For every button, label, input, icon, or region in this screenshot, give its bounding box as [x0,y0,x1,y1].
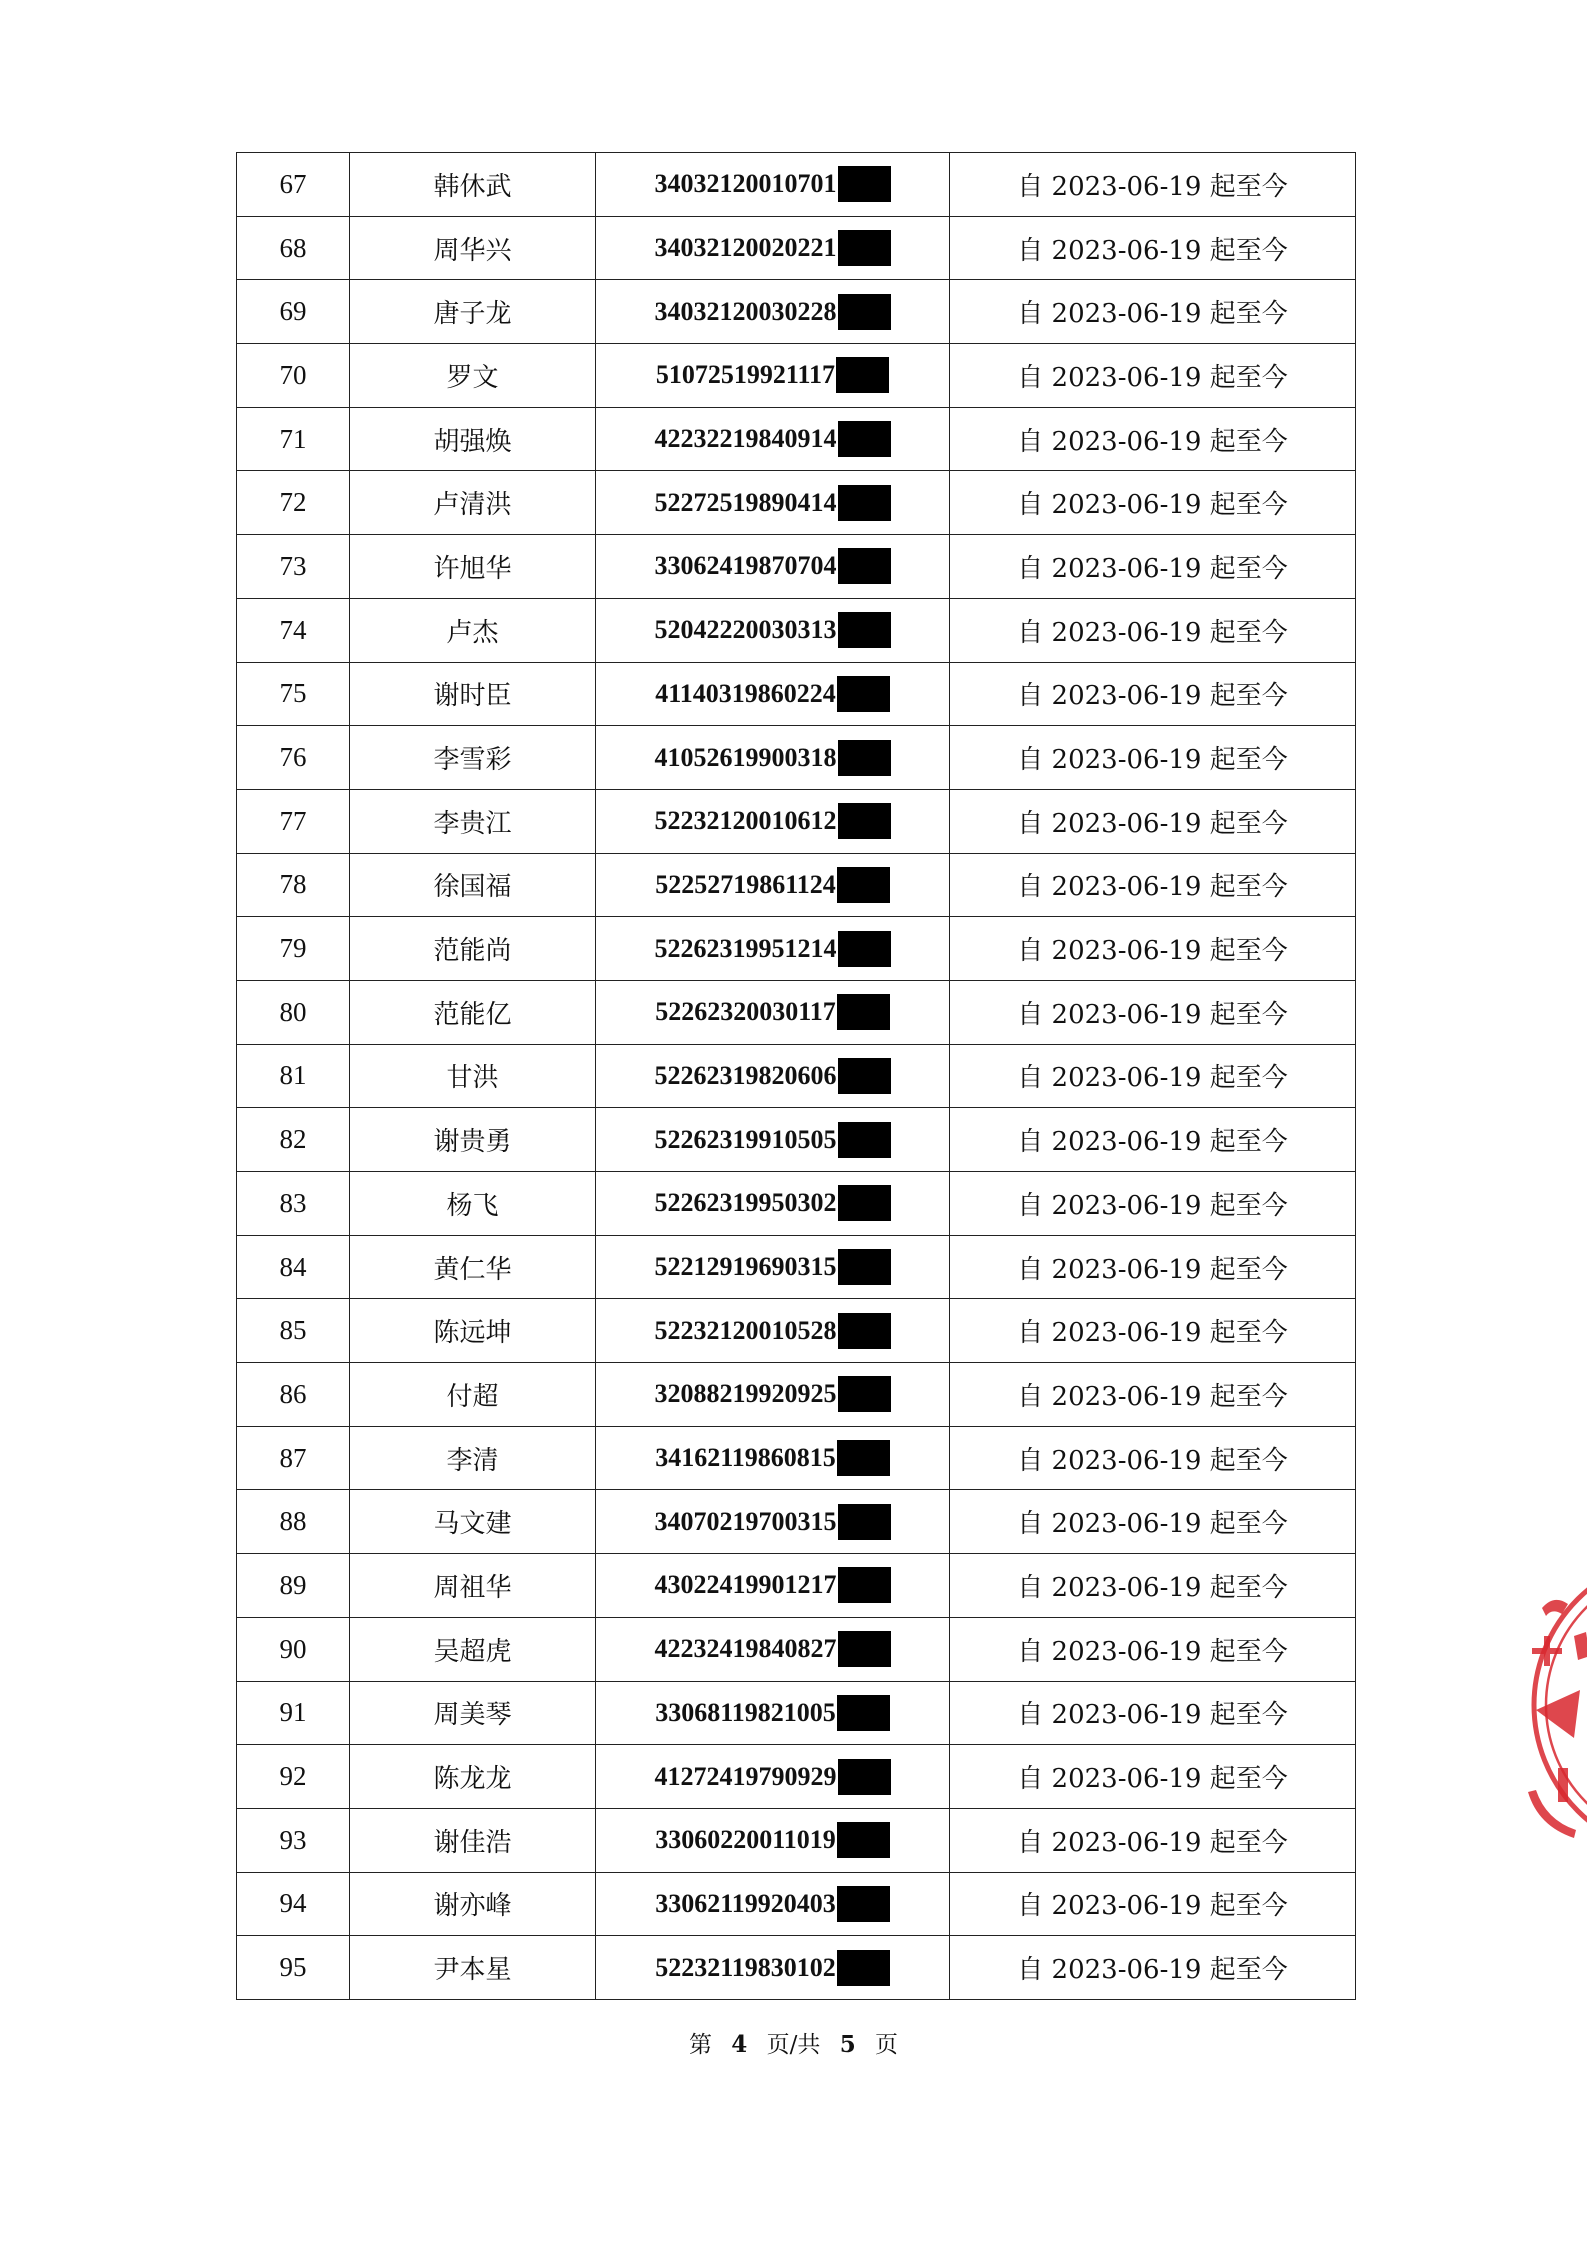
redaction-block [838,1185,891,1221]
table-row [237,853,1356,917]
effective-period: 自 2023-06-19 起至今 [950,280,1356,344]
id-number-cell [596,216,950,280]
redaction-block [838,612,891,648]
effective-period: 自 2023-06-19 起至今 [950,1808,1356,1872]
effective-period: 自 2023-06-19 起至今 [950,726,1356,790]
table-row [237,1363,1356,1427]
id-number-cell [596,1808,950,1872]
table-row [237,1426,1356,1490]
table-row [237,1681,1356,1745]
row-number: 71 [237,407,350,471]
id-number-visible: 52262319951214 [654,933,837,963]
row-number: 91 [237,1681,350,1745]
redaction-block [837,1886,890,1922]
redaction-block [838,1631,891,1667]
id-number-visible: 52232120010612 [654,806,837,836]
table-row [237,1299,1356,1363]
table-row [237,344,1356,408]
id-number-visible: 42232419840827 [654,1634,837,1664]
row-number: 92 [237,1745,350,1809]
table-row [237,1490,1356,1554]
table-row [237,726,1356,790]
table-row [237,1172,1356,1236]
id-number-cell [596,1490,950,1554]
row-number: 87 [237,1426,350,1490]
person-name: 吴超虎 [350,1617,596,1681]
person-name: 徐国福 [350,853,596,917]
person-name: 杨飞 [350,1172,596,1236]
footer-middle: 页/共 [766,2032,821,2058]
row-number: 74 [237,598,350,662]
effective-period: 自 2023-06-19 起至今 [950,471,1356,535]
row-number: 88 [237,1490,350,1554]
redaction-block [838,230,891,266]
effective-period: 自 2023-06-19 起至今 [950,1490,1356,1554]
table-body [237,153,1356,2000]
redaction-block [836,357,889,393]
redaction-block [837,867,890,903]
person-name: 胡强焕 [350,407,596,471]
effective-period: 自 2023-06-19 起至今 [950,1363,1356,1427]
person-name: 许旭华 [350,535,596,599]
table-row [237,1617,1356,1681]
row-number: 69 [237,280,350,344]
id-number-visible: 52252719861124 [655,869,836,899]
person-name: 范能尚 [350,917,596,981]
redaction-block [837,994,890,1030]
person-name: 尹本星 [350,1936,596,2000]
table-row [237,1872,1356,1936]
effective-period: 自 2023-06-19 起至今 [950,789,1356,853]
redaction-block [838,548,891,584]
redaction-block [838,1759,891,1795]
id-number-cell [596,471,950,535]
id-number-visible: 33068119821005 [655,1697,836,1727]
id-number-cell [596,1936,950,2000]
redaction-block [838,1376,891,1412]
id-number-visible: 52212919690315 [654,1252,837,1282]
effective-period: 自 2023-06-19 起至今 [950,1617,1356,1681]
redaction-block [837,1822,890,1858]
row-number: 79 [237,917,350,981]
person-name: 周华兴 [350,216,596,280]
id-number-visible: 42232219840914 [654,424,837,454]
person-name: 卢杰 [350,598,596,662]
row-number: 78 [237,853,350,917]
id-number-visible: 33062419870704 [654,551,837,581]
person-name: 谢佳浩 [350,1808,596,1872]
id-number-cell [596,344,950,408]
id-number-visible: 34032120030228 [654,296,837,326]
id-number-cell [596,535,950,599]
row-number: 76 [237,726,350,790]
id-number-cell [596,789,950,853]
row-number: 80 [237,980,350,1044]
row-number: 94 [237,1872,350,1936]
row-number: 89 [237,1554,350,1618]
id-number-visible: 52262319950302 [654,1188,837,1218]
redaction-block [837,1695,890,1731]
id-number-visible: 41140319860224 [655,678,836,708]
person-name: 周祖华 [350,1554,596,1618]
id-number-cell [596,1172,950,1236]
person-name: 周美琴 [350,1681,596,1745]
effective-period: 自 2023-06-19 起至今 [950,1235,1356,1299]
person-name: 唐子龙 [350,280,596,344]
redaction-block [838,166,891,202]
id-number-visible: 34032120020221 [654,233,837,263]
id-number-visible: 52232119830102 [655,1952,836,1982]
id-number-cell [596,1617,950,1681]
id-number-cell [596,1044,950,1108]
person-name: 韩休武 [350,153,596,217]
redaction-block [838,1504,891,1540]
row-number: 90 [237,1617,350,1681]
id-number-cell [596,1872,950,1936]
person-name: 谢亦峰 [350,1872,596,1936]
person-name: 陈远坤 [350,1299,596,1363]
id-number-visible: 52262319910505 [654,1124,837,1154]
redaction-block [838,1313,891,1349]
footer-total-pages: 5 [839,2031,856,2058]
row-number: 70 [237,344,350,408]
table-row [237,216,1356,280]
effective-period: 自 2023-06-19 起至今 [950,1299,1356,1363]
personnel-table [236,152,1356,2000]
id-number-visible: 34162119860815 [655,1443,836,1473]
redaction-block [838,1249,891,1285]
person-name: 甘洪 [350,1044,596,1108]
row-number: 84 [237,1235,350,1299]
id-number-visible: 52262319820606 [654,1060,837,1090]
table-row [237,1044,1356,1108]
table-row [237,407,1356,471]
effective-period: 自 2023-06-19 起至今 [950,1044,1356,1108]
id-number-cell [596,280,950,344]
table-row [237,1108,1356,1172]
effective-period: 自 2023-06-19 起至今 [950,917,1356,981]
footer-suffix: 页 [875,2032,899,2058]
id-number-visible: 43022419901217 [654,1570,837,1600]
redaction-block [838,485,891,521]
footer-current-page: 4 [731,2031,748,2058]
effective-period: 自 2023-06-19 起至今 [950,1172,1356,1236]
id-number-visible: 52262320030117 [655,997,836,1027]
person-name: 谢贵勇 [350,1108,596,1172]
effective-period: 自 2023-06-19 起至今 [950,980,1356,1044]
table-row [237,471,1356,535]
redaction-block [838,1122,891,1158]
id-number-visible: 33062119920403 [655,1888,836,1918]
table-row [237,662,1356,726]
id-number-cell [596,407,950,471]
id-number-cell [596,1235,950,1299]
id-number-visible: 34032120010701 [654,169,837,199]
official-seal-icon [1514,1540,1587,1870]
id-number-visible: 52232120010528 [654,1315,837,1345]
table-row [237,598,1356,662]
redaction-block [838,1058,891,1094]
id-number-visible: 52042220030313 [654,615,837,645]
row-number: 73 [237,535,350,599]
id-number-cell [596,726,950,790]
table-row [237,917,1356,981]
effective-period: 自 2023-06-19 起至今 [950,153,1356,217]
id-number-cell [596,853,950,917]
redaction-block [838,931,891,967]
id-number-visible: 41272419790929 [654,1761,837,1791]
person-name: 李雪彩 [350,726,596,790]
table-row [237,153,1356,217]
table-row [237,1745,1356,1809]
table-row [237,1936,1356,2000]
id-number-visible: 34070219700315 [654,1506,837,1536]
id-number-visible: 32088219920925 [654,1379,837,1409]
table-row [237,980,1356,1044]
redaction-block [837,676,890,712]
effective-period: 自 2023-06-19 起至今 [950,1426,1356,1490]
footer-prefix: 第 [688,2032,712,2058]
row-number: 68 [237,216,350,280]
row-number: 93 [237,1808,350,1872]
id-number-visible: 33060220011019 [655,1825,836,1855]
effective-period: 自 2023-06-19 起至今 [950,1745,1356,1809]
row-number: 82 [237,1108,350,1172]
id-number-cell [596,1108,950,1172]
effective-period: 自 2023-06-19 起至今 [950,1681,1356,1745]
table-row [237,1235,1356,1299]
id-number-cell [596,980,950,1044]
id-number-cell [596,1426,950,1490]
id-number-visible: 41052619900318 [654,742,837,772]
row-number: 86 [237,1363,350,1427]
redaction-block [838,421,891,457]
row-number: 81 [237,1044,350,1108]
row-number: 75 [237,662,350,726]
redaction-block [838,1567,891,1603]
row-number: 67 [237,153,350,217]
table-row [237,1554,1356,1618]
person-name: 黄仁华 [350,1235,596,1299]
effective-period: 自 2023-06-19 起至今 [950,407,1356,471]
effective-period: 自 2023-06-19 起至今 [950,1108,1356,1172]
id-number-cell [596,1299,950,1363]
person-name: 卢清洪 [350,471,596,535]
row-number: 77 [237,789,350,853]
effective-period: 自 2023-06-19 起至今 [950,216,1356,280]
row-number: 85 [237,1299,350,1363]
redaction-block [837,1950,890,1986]
effective-period: 自 2023-06-19 起至今 [950,598,1356,662]
id-number-cell [596,1554,950,1618]
effective-period: 自 2023-06-19 起至今 [950,344,1356,408]
effective-period: 自 2023-06-19 起至今 [950,1554,1356,1618]
effective-period: 自 2023-06-19 起至今 [950,853,1356,917]
effective-period: 自 2023-06-19 起至今 [950,1936,1356,2000]
row-number: 95 [237,1936,350,2000]
id-number-visible: 51072519921117 [655,360,836,390]
id-number-cell [596,598,950,662]
person-name: 范能亿 [350,980,596,1044]
id-number-cell [596,662,950,726]
id-number-cell [596,917,950,981]
person-name: 李贵江 [350,789,596,853]
table-row [237,280,1356,344]
page-footer [0,2026,1587,2059]
effective-period: 自 2023-06-19 起至今 [950,1872,1356,1936]
id-number-cell [596,153,950,217]
person-name: 谢时臣 [350,662,596,726]
table-row [237,789,1356,853]
effective-period: 自 2023-06-19 起至今 [950,535,1356,599]
redaction-block [837,1440,890,1476]
person-name: 马文建 [350,1490,596,1554]
id-number-visible: 52272519890414 [654,487,837,517]
person-name: 陈龙龙 [350,1745,596,1809]
id-number-cell [596,1363,950,1427]
id-number-cell [596,1681,950,1745]
id-number-cell [596,1745,950,1809]
redaction-block [838,294,891,330]
person-name: 付超 [350,1363,596,1427]
redaction-block [838,740,891,776]
row-number: 72 [237,471,350,535]
row-number: 83 [237,1172,350,1236]
redaction-block [838,803,891,839]
table-row [237,535,1356,599]
person-name: 罗文 [350,344,596,408]
effective-period: 自 2023-06-19 起至今 [950,662,1356,726]
person-name: 李清 [350,1426,596,1490]
table-row [237,1808,1356,1872]
